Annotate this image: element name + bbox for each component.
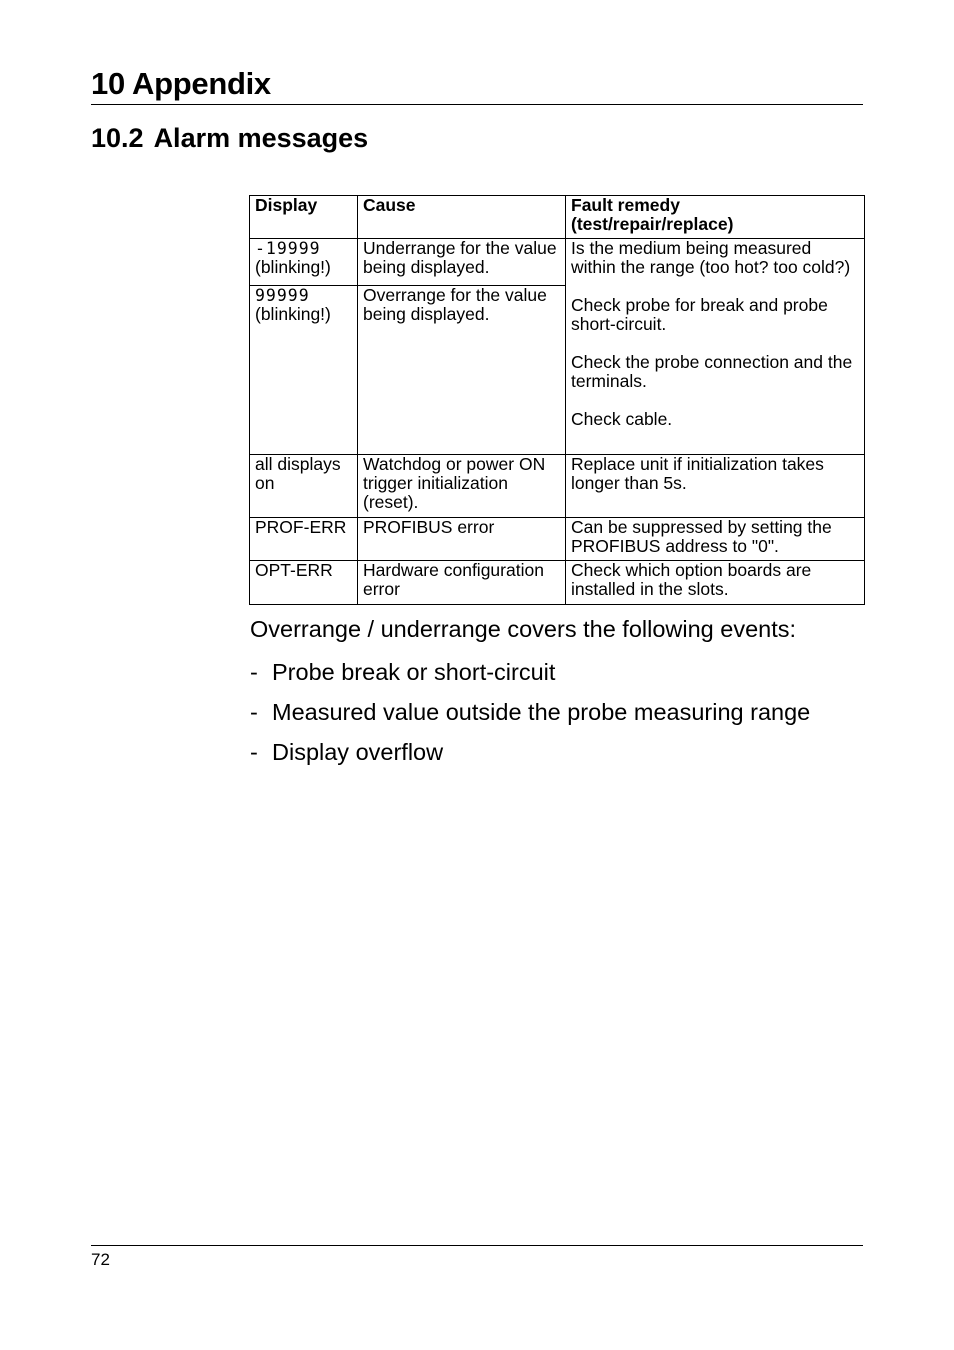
shared-remedy-cell [566, 239, 865, 455]
dash-marker: - [250, 659, 258, 685]
remedy-cell: Check which option boards are installed in the slots. [566, 561, 865, 605]
cause-cell: Watchdog or power ON trigger initialization (reset). [358, 455, 566, 518]
chapter-divider [91, 104, 863, 105]
cause-cell: Hardware configuration error [358, 561, 566, 605]
list-item [250, 656, 810, 696]
display-cell [250, 239, 358, 286]
section-number: 10.2 [91, 123, 144, 153]
header-cause: Cause [358, 196, 566, 239]
display-code: 99999 [255, 286, 310, 305]
table-row [250, 455, 865, 518]
header-remedy-line1: Fault remedy [571, 195, 680, 215]
display-code: -19999 [255, 239, 321, 258]
display-cell [250, 286, 358, 455]
page-number: 72 [91, 1250, 110, 1269]
footer-divider [91, 1245, 863, 1246]
remedy-cell: Can be suppressed by setting the PROFIBUS address to "0". [566, 518, 865, 561]
remedy-paragraph: Check cable. [571, 409, 673, 429]
chapter-title: 10 Appendix [91, 66, 271, 101]
display-cell: PROF-ERR [250, 518, 358, 561]
event-list [250, 656, 810, 776]
remedy-paragraph: Check probe for break and probe short-circuit. [571, 295, 828, 334]
display-cell: all displays on [250, 455, 358, 518]
remedy-paragraph: Is the medium being measured within the range (too hot? too cold?) [571, 238, 851, 277]
table-header-row [250, 196, 865, 239]
remedy-paragraph: Check the probe connection and the terminals. [571, 352, 853, 391]
alarm-messages-table [249, 195, 865, 605]
display-note: (blinking!) [255, 304, 331, 324]
table-row [250, 518, 865, 561]
dash-marker: - [250, 699, 258, 725]
cause-cell: Overrange for the value being displayed. [358, 286, 566, 455]
list-item-text: Probe break or short-circuit [272, 659, 556, 685]
display-note: (blinking!) [255, 257, 331, 277]
display-cell: OPT-ERR [250, 561, 358, 605]
section-heading [91, 120, 368, 156]
header-remedy-line2: (test/repair/replace) [571, 214, 734, 234]
cause-cell: Underrange for the value being displayed. [358, 239, 566, 286]
table-row [250, 561, 865, 605]
overrange-intro: Overrange / underrange covers the following events: [250, 616, 797, 642]
header-remedy [566, 196, 865, 239]
dash-marker: - [250, 739, 258, 765]
table-row [250, 239, 865, 286]
section-title: Alarm messages [153, 123, 369, 153]
header-display: Display [250, 196, 358, 239]
remedy-cell: Replace unit if initialization takes longer than 5s. [566, 455, 865, 518]
cause-cell: PROFIBUS error [358, 518, 566, 561]
list-item-text: Display overflow [272, 739, 444, 765]
list-item-text: Measured value outside the probe measuring range [272, 699, 811, 725]
list-item [250, 696, 810, 736]
list-item [250, 736, 810, 776]
